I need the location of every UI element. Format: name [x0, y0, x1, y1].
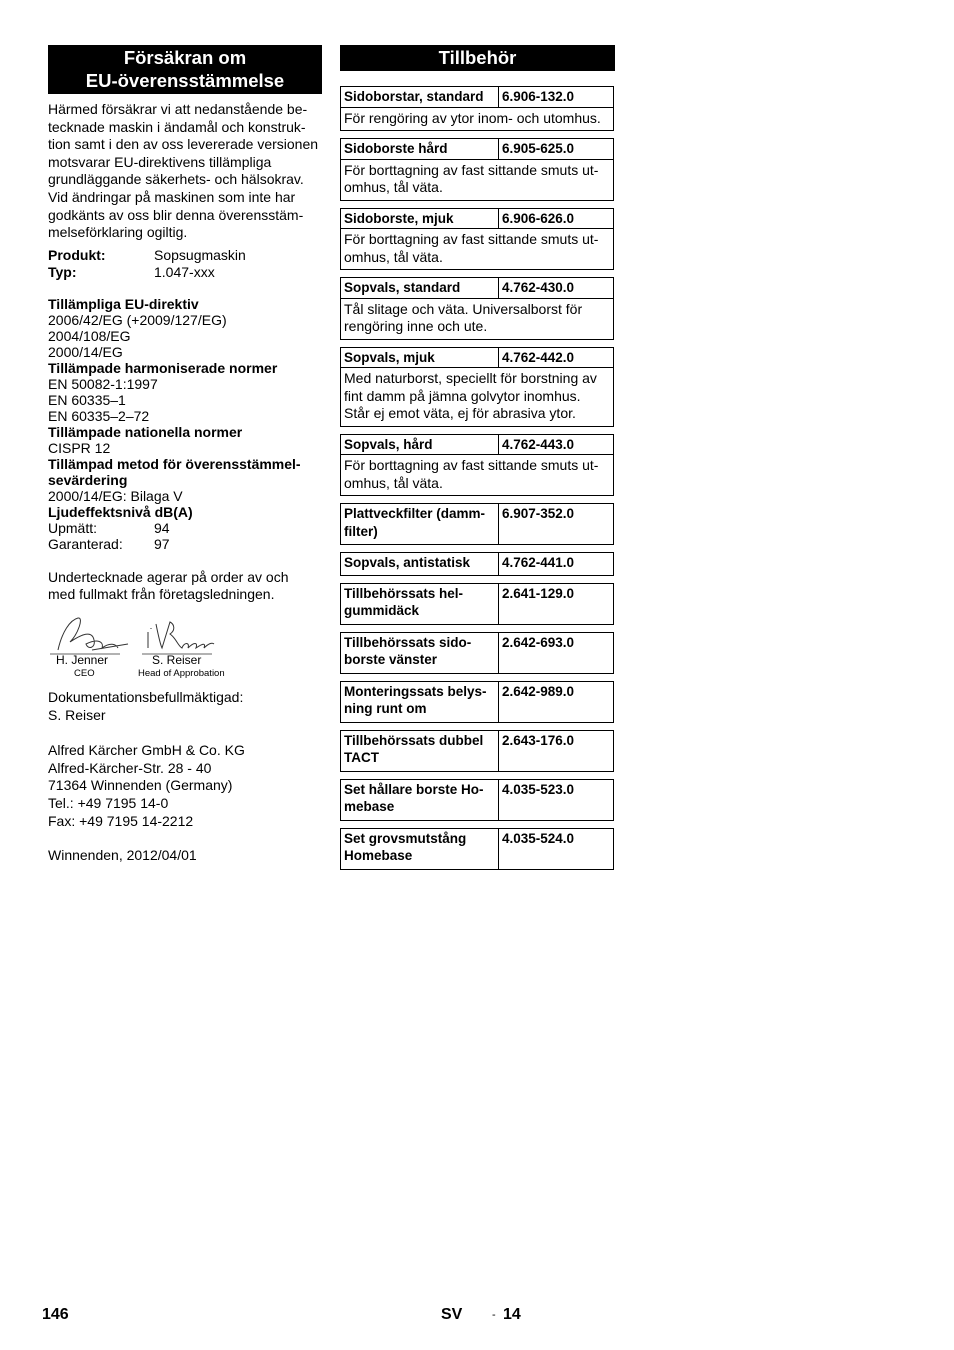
accessory-header-row: [341, 87, 613, 107]
footer-dash: -: [492, 1309, 496, 1321]
accessory-item: [340, 779, 614, 821]
documentation-block: [48, 689, 322, 724]
eu-directive: 2006/42/EG (+2009/127/EG): [48, 311, 227, 328]
accessory-item: [340, 730, 614, 772]
intro-line: grundläggande säkerhets- och hälsokrav.: [48, 171, 304, 188]
accessory-header-row: [341, 504, 613, 544]
accessory-name-line: filter): [344, 523, 378, 539]
accessory-header-row: [341, 731, 613, 771]
accessory-part-number: 4.035-524.0: [502, 830, 575, 846]
accessory-description-line: omhus, tål väta.: [344, 474, 443, 491]
accessory-part-number: 4.762-441.0: [502, 555, 575, 570]
accessory-name: [341, 633, 499, 673]
method-heading-line1: Tillämpad metod för överensstämmel-: [48, 455, 301, 472]
accessory-name-line: Monteringssats belys-: [344, 683, 487, 699]
accessory-name-line: Sopvals, standard: [344, 280, 461, 295]
accessory-header-row: [341, 829, 613, 869]
signer1-name: H. Jenner: [56, 652, 109, 667]
type-value: 1.047-xxx: [154, 263, 215, 280]
accessory-header-row: [341, 139, 613, 159]
accessory-name-line: Sopvals, mjuk: [344, 349, 435, 365]
accessory-item: [340, 503, 614, 545]
accessory-name-line: Tillbehörssats dubbel: [344, 732, 484, 748]
accessory-part-number: 4.762-443.0: [502, 436, 575, 452]
accessory-description: [341, 228, 613, 269]
accessory-part-number: 2.642-693.0: [502, 634, 575, 650]
accessory-description: [341, 454, 613, 495]
accessory-name-line: mebase: [344, 799, 395, 814]
accessory-name: [341, 278, 499, 298]
accessory-description-line: För borttagning av fast sittande smuts ut-: [344, 161, 599, 178]
accessory-part-number: 6.906-626.0: [502, 210, 575, 226]
intro-line: Vid ändringar på maskinen som inte har: [48, 188, 296, 205]
intro-line: melseförklaring ogiltig.: [48, 224, 188, 241]
accessory-name-line: Sopvals, hård: [344, 436, 433, 452]
eu-directives-heading: Tillämpliga EU-direktiv: [48, 295, 199, 312]
accessory-name: [341, 584, 499, 624]
eu-directive: 2000/14/EG: [48, 343, 123, 360]
declaration-title-line2: EU-överensstämmelse: [85, 70, 285, 91]
measured-value: 94: [154, 519, 170, 536]
documentation-line: Dokumentationsbefullmäktigad:: [48, 688, 244, 705]
declaration-title: [48, 45, 322, 94]
measured-row: [48, 520, 322, 536]
address-block: [48, 742, 322, 830]
accessory-description-line: För borttagning av fast sittande smuts ut-: [344, 457, 599, 473]
documentation-line: S. Reiser: [48, 706, 106, 723]
national-heading: Tillämpade nationella normer: [48, 423, 243, 440]
accessory-item: [340, 208, 614, 271]
language-code: SV: [441, 1306, 463, 1323]
accessory-description-line: Med naturborst, speciellt för borstning av: [344, 370, 597, 386]
address-line: Fax: +49 7195 14-2212: [48, 812, 194, 829]
accessory-header-row: [341, 682, 613, 722]
accessory-name-line: Homebase: [344, 848, 413, 863]
accessory-item: [340, 681, 614, 723]
guaranteed-value: 97: [154, 535, 170, 552]
accessory-item: [340, 583, 614, 625]
type-row: [48, 264, 322, 281]
address-line: Alfred-Kärcher-Str. 28 - 40: [48, 759, 212, 776]
accessory-header-row: [341, 278, 613, 298]
declaration-intro: [48, 101, 322, 242]
national-norm: CISPR 12: [48, 439, 111, 456]
signer2-title: Head of Approbation: [138, 667, 225, 679]
product-row: [48, 247, 322, 264]
accessory-name: [341, 829, 499, 869]
accessory-item: [340, 138, 614, 201]
accessory-item: [340, 347, 614, 427]
accessory-description: [341, 159, 613, 200]
accessory-name-line: borste vänster: [344, 652, 438, 667]
page-number: 146: [42, 1306, 69, 1323]
harmonized-norm: EN 50082-1:1997: [48, 375, 158, 392]
intro-line: Härmed försäkrar vi att nedanstående be-: [48, 101, 308, 117]
accessory-name-line: Sidoborstar, standard: [344, 89, 484, 104]
accessory-name: [341, 348, 499, 368]
accessory-name-line: TACT: [344, 750, 379, 765]
declaration-title-line1: Försäkran om: [123, 47, 247, 68]
measured-label: Upmätt:: [48, 519, 98, 536]
accessory-part-number: 4.035-523.0: [502, 781, 575, 797]
accessory-header-row: [341, 435, 613, 455]
eu-directive: 2004/108/EG: [48, 327, 131, 344]
accessories-column: [340, 45, 615, 877]
accessory-header-row: [341, 348, 613, 368]
accessory-description-line: rengöring inne och ute.: [344, 318, 488, 334]
intro-line: godkänts av oss blir denna överensstäm-: [48, 206, 304, 223]
harmonized-norm: EN 60335–2–72: [48, 407, 150, 424]
accessory-name: [341, 435, 499, 455]
accessory-name: [341, 780, 499, 820]
accessory-description-line: För borttagning av fast sittande smuts ut-: [344, 231, 599, 247]
accessories-table: [340, 86, 614, 870]
harmonized-norm: EN 60335–1: [48, 391, 126, 408]
accessory-name: [341, 731, 499, 771]
undersigned-line: Undertecknade agerar på order av och: [48, 568, 289, 585]
accessory-description: [341, 367, 613, 426]
accessory-name: [341, 682, 499, 722]
accessory-name: [341, 553, 499, 575]
accessory-header-row: [341, 209, 613, 229]
intro-line: tecknade maskin i ändamål och konstruk-: [48, 118, 306, 135]
method-heading-line2: sevärdering: [48, 471, 128, 488]
accessory-header-row: [341, 633, 613, 673]
accessory-item: [340, 277, 614, 340]
accessory-part-number: 6.907-352.0: [502, 506, 575, 521]
accessory-name: [341, 87, 499, 107]
accessory-item: [340, 86, 614, 131]
accessory-name-line: gummidäck: [344, 603, 420, 618]
product-value: Sopsugmaskin: [154, 246, 246, 263]
accessory-header-row: [341, 553, 613, 575]
accessory-part-number: 2.643-176.0: [502, 732, 575, 748]
method-value: 2000/14/EG: Bilaga V: [48, 487, 183, 504]
signer1-title: CEO: [74, 667, 95, 679]
accessory-item: [340, 632, 614, 674]
address-line: Alfred Kärcher GmbH & Co. KG: [48, 742, 245, 759]
intro-line: tion samt i den av oss levererade versionen: [48, 136, 319, 153]
accessory-name: [341, 139, 499, 159]
accessory-part-number: 4.762-442.0: [502, 349, 575, 365]
accessory-item: [340, 552, 614, 576]
guaranteed-row: [48, 536, 322, 552]
standards-block: [48, 296, 322, 552]
accessory-description-line: För rengöring av ytor inom- och utomhus.: [344, 109, 601, 126]
undersigned-line: med fullmakt från företagsledningen.: [48, 586, 275, 603]
accessory-header-row: [341, 584, 613, 624]
accessory-item: [340, 828, 614, 870]
declaration-column: [48, 45, 322, 865]
accessories-title: Tillbehör: [340, 45, 615, 71]
accessory-name: [341, 504, 499, 544]
accessory-description-line: omhus, tål väta.: [344, 179, 443, 195]
accessory-name-line: Sidoborste hård: [344, 141, 448, 156]
undersigned-text: [48, 569, 322, 604]
place-date: Winnenden, 2012/04/01: [48, 847, 197, 864]
address-line: Tel.: +49 7195 14-0: [48, 794, 169, 811]
harmonized-heading: Tillämpade harmoniserade normer: [48, 359, 278, 376]
accessory-description: [341, 298, 613, 339]
accessory-name-line: Plattveckfilter (damm-: [344, 506, 486, 521]
accessory-part-number: 6.905-625.0: [502, 141, 575, 156]
signer2-name: S. Reiser: [152, 652, 202, 667]
product-info: [48, 247, 322, 281]
intro-line: motsvarar EU-direktivens tillämpliga: [48, 153, 272, 170]
accessory-name-line: Tillbehörssats sido-: [344, 634, 472, 650]
accessory-part-number: 4.762-430.0: [502, 280, 575, 295]
accessory-part-number: 2.641-129.0: [502, 585, 575, 601]
accessory-name-line: Sidoborste, mjuk: [344, 210, 454, 226]
accessory-name-line: Set grovsmutstång: [344, 830, 467, 846]
section-page-number: 14: [503, 1306, 521, 1323]
accessory-header-row: [341, 780, 613, 820]
accessory-name-line: Set hållare borste Ho-: [344, 781, 484, 797]
accessory-description: [341, 107, 613, 131]
accessory-description-line: Står ej emot väta, ej för abrasiva ytor.: [344, 405, 576, 421]
accessory-description-line: Tål slitage och väta. Universalborst för: [344, 300, 583, 317]
accessory-part-number: 6.906-132.0: [502, 89, 575, 104]
accessory-name-line: ning runt om: [344, 701, 427, 716]
product-label: Produkt:: [48, 246, 106, 263]
guaranteed-label: Garanterad:: [48, 535, 123, 552]
sound-heading: Ljudeffektsnivå dB(A): [48, 503, 193, 520]
accessory-description-line: omhus, tål väta.: [344, 248, 443, 265]
signature-graphic: [48, 612, 228, 656]
accessory-part-number: 2.642-989.0: [502, 683, 575, 699]
type-label: Typ:: [48, 263, 77, 280]
address-line: 71364 Winnenden (Germany): [48, 777, 233, 794]
accessory-name-line: Tillbehörssats hel-: [344, 585, 464, 601]
accessory-description-line: fint damm på jämna golvytor inomhus.: [344, 387, 581, 404]
accessory-name-line: Sopvals, antistatisk: [344, 555, 471, 570]
accessory-name: [341, 209, 499, 229]
accessory-item: [340, 434, 614, 497]
signatures: [48, 612, 322, 679]
